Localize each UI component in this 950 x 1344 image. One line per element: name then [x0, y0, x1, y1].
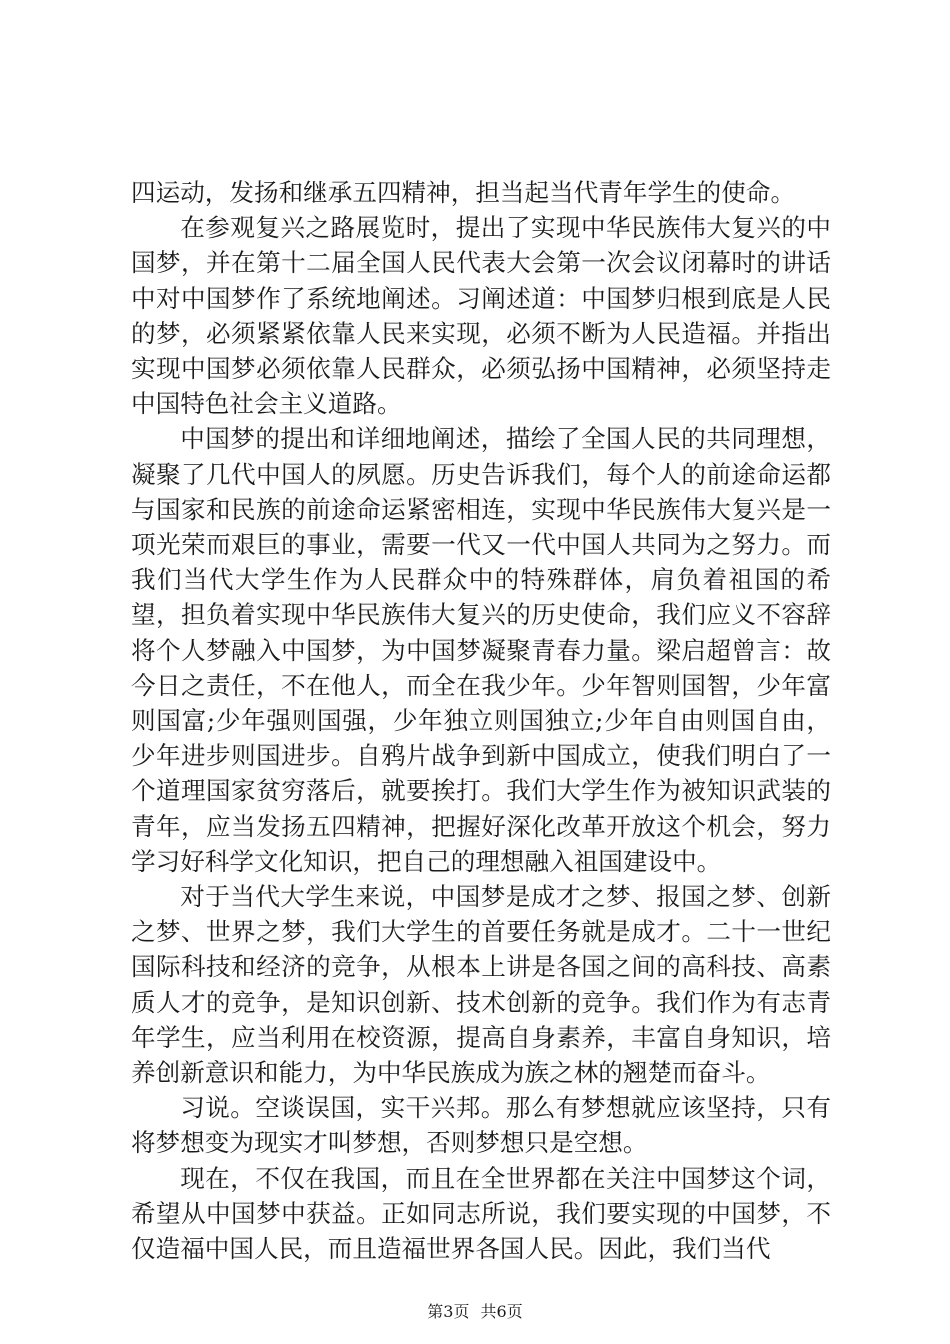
paragraph-6: 现在，不仅在我国，而且在全世界都在关注中国梦这个词，希望从中国梦中获益。正如同志所说，我们要实现的中国梦，不仅造福中国人民，而且造福世界各国人民。因此，我们当代 — [131, 1163, 831, 1264]
paragraph-3: 中国梦的提出和详细地阐述，描绘了全国人民的共同理想，凝聚了几代中国人的夙愿。历史告诉我们，每个人的前途命运都与国家和民族的前途命运紧密相连，实现中华民族伟大复兴是一项光荣而艰巨的事业，需要一代又一代中国人共同为之努力。而我们当代大学生作为人民群众中的特殊群体，肩负着祖国的希望，担负着实现中华民族伟大复兴的历史使命，我们应义不容辞将个人梦融入中国梦，为中国梦凝聚青春力量。梁启超曾言：故今日之责任，不在他人，而全在我少年。少年智则国智，少年富则国富;少年强则国强，少年独立则国独立;少年自由则国自由，少年进步则国进步。自鸦片战争到新中国成立，使我们明白了一个道理国家贫穷落后，就要挨打。我们大学生作为被知识武装的青年，应当发扬五四精神，把握好深化改革开放这个机会，努力学习好科学文化知识，把自己的理想融入祖国建设中。 — [131, 424, 831, 876]
page-total: 共6页 — [480, 1302, 523, 1321]
page-number: 第3页 — [427, 1302, 470, 1321]
paragraph-1: 四运动，发扬和继承五四精神，担当起当代青年学生的使命。 — [131, 178, 796, 207]
document-body — [131, 175, 831, 1266]
paragraph-4: 对于当代大学生来说，中国梦是成才之梦、报国之梦、创新之梦、世界之梦，我们大学生的首要任务就是成才。二十一世纪国际科技和经济的竞争，从根本上讲是各国之间的高科技、高素质人才的竞争，是知识创新、技术创新的竞争。我们作为有志青年学生，应当利用在校资源，提高自身素养，丰富自身知识，培养创新意识和能力，为中华民族成为族之林的翘楚而奋斗。 — [131, 882, 831, 1088]
paragraph-2: 在参观复兴之路展览时，提出了实现中华民族伟大复兴的中国梦，并在第十二届全国人民代表大会第一次会议闭幕时的讲话中对中国梦作了系统地阐述。习阐述道：中国梦归根到底是人民的梦，必须紧紧依靠人民来实现，必须不断为人民造福。并指出实现中国梦必须依靠人民群众，必须弘扬中国精神，必须坚持走中国特色社会主义道路。 — [131, 213, 831, 419]
paragraph-5: 习说。空谈误国，实干兴邦。那么有梦想就应该坚持，只有将梦想变为现实才叫梦想，否则梦想只是空想。 — [131, 1093, 831, 1158]
page-footer — [0, 1302, 950, 1322]
